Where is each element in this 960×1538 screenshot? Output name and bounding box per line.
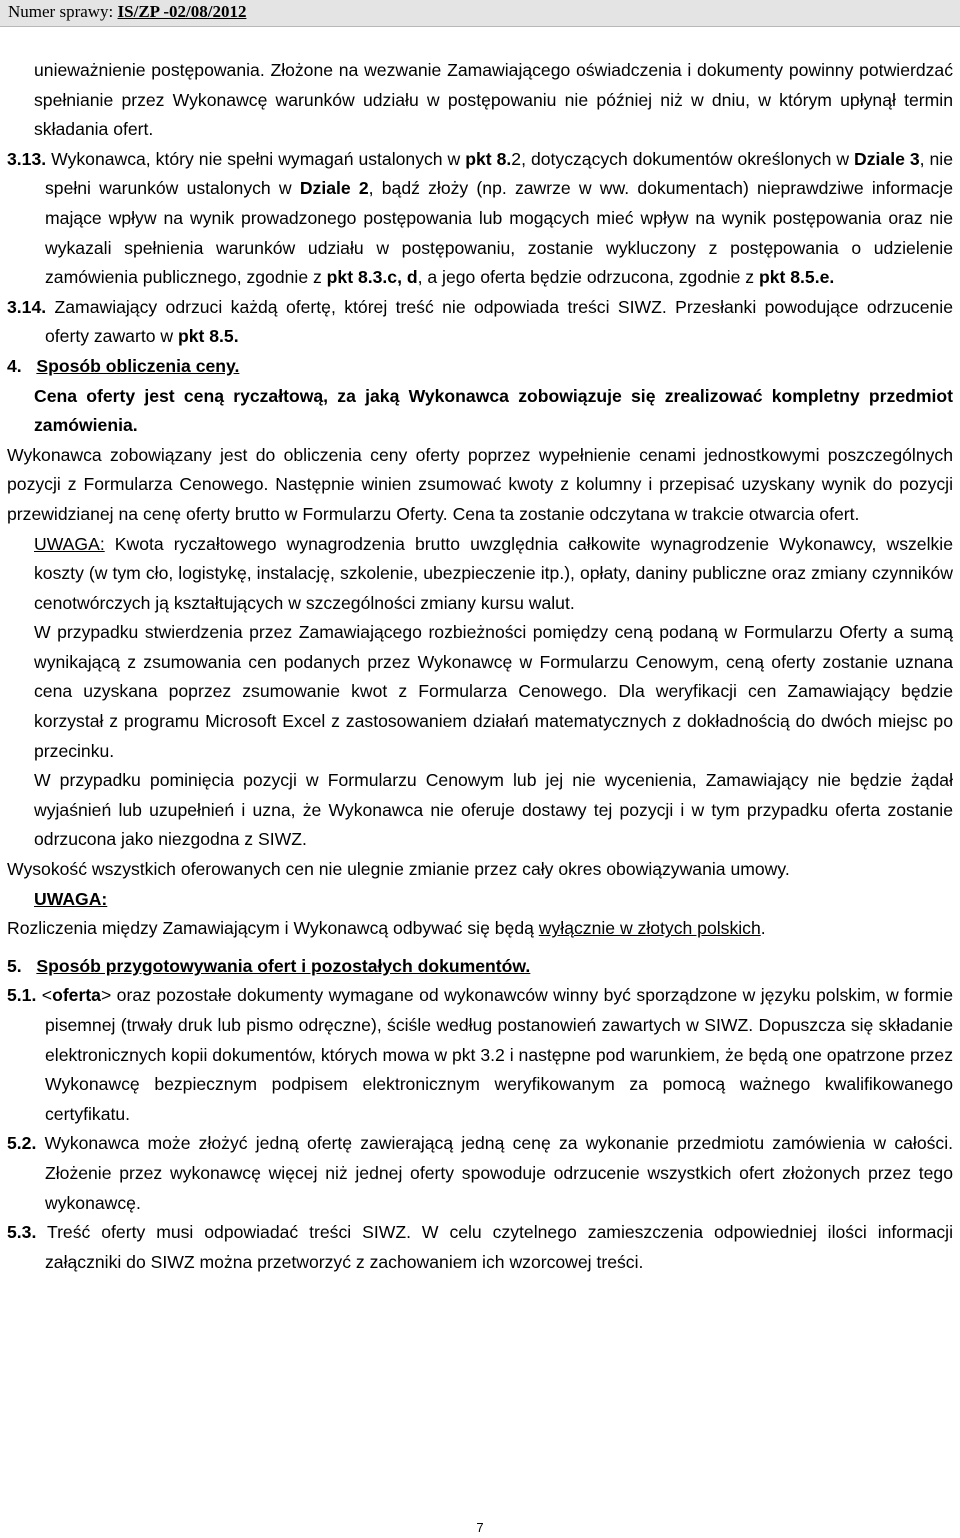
s313-j: pkt 8.5.e. [758,267,835,288]
uwaga-2-label: UWAGA: [34,888,108,909]
s313-i: , a jego oferta będzie odrzucona, zgodnie z [417,267,759,288]
section-5-2-number: 5.2. [7,1133,37,1154]
s53-text: Treść oferty musi odpowiadać treści SIWZ. W celu czytelnego zamieszczenia odpowiedniej ilości informacji załączniki do SIWZ można przetworzyć z zachowaniem ich wzorcowej treści. [36,1222,953,1272]
section-4-heading [7,352,953,382]
s51-a: < [36,985,53,1006]
uwaga-1-label: UWAGA: [34,533,105,554]
section-3-13-number: 3.13. [7,148,47,169]
document-body [7,56,953,1277]
section-5-heading [7,952,953,982]
section-5-title: Sposób przygotowywania ofert i pozostałych dokumentów. [36,955,531,976]
paragraph-price-calculation: Wykonawca zobowiązany jest do obliczenia ceny oferty poprzez wypełnienie cenami jednostkowymi poszczególnych pozycji z Formularza Cenowego. Następnie winien zsumować kwoty z kolumny i przepisać uzyskany wynik do pozycji przewidzianej na cenę oferty brutto w Formularzu Oferty. Cena ta zostanie odczytana w trakcie otwarcia ofert. [7,444,953,524]
currency-a: Rozliczenia między Zamawiającym i Wykonawcą odbywać się będą [7,918,539,939]
paragraph-currency [7,914,953,944]
paragraph-uwaga-2-heading [7,885,953,915]
page-number: 7 [476,1520,484,1535]
section-3-13 [7,145,953,293]
s313-f: Dziale 2 [299,178,369,199]
section-5-1-number: 5.1. [7,985,37,1006]
s314-b: pkt 8.5. [177,326,239,347]
s51-c: > oraz pozostałe dokumenty wymagane od wykonawców winny być sporządzone w języku polskim, w formie pisemnej (trwały druk lub pismo odręczne), ściśle według postanowień zawartych w SIWZ. Dopuszcza się składanie elektronicznych kopii dokumentów, których mowa w pkt 3.2 i następne pod warunkiem, że będą one opatrzone przez Wykonawcę bezpiecznym podpisem elektronicznym weryfikowanym za pomocą ważnego kwalifikowanego certyfikatu. [45,985,953,1124]
price-bold-statement [7,382,953,441]
paragraph-omission: W przypadku pominięcia pozycji w Formularzu Cenowym lub jej nie wycenienia, Zamawiający nie będzie żądał wyjaśnień lub uzupełnień i uzna, że Wykonawca nie oferuje dostawy tej pozycji i w tym przypadku oferta zostanie odrzucona jako niezgodna z SIWZ. [34,770,953,850]
paragraph-price-stability: Wysokość wszystkich oferowanych cen nie ulegnie zmianie przez cały okres obowiązywania umowy. [7,859,790,880]
s313-g: , bądź złoży (np. zawrze w ww. dokumentach) nieprawdziwe informacje mające wpływ na wynik prowadzonego postępowania lub mogących mieć wpływ na wynik postępowania oraz nie wykazali spełnienia warunków udziału w postępowaniu, zostanie wykluczony z postępowania o udzielenie zamówienia publicznego, zgodnie z [45,178,953,288]
s313-b: pkt 8. [465,148,512,169]
s313-e: , nie spełni warunków ustalonych w [45,148,954,199]
s313-h: pkt 8.3.c, d [326,267,418,288]
paragraph-discrepancy: W przypadku stwierdzenia przez Zamawiającego rozbieżności pomiędzy ceną podaną w Formularzu Oferty a sumą wynikającą z zsumowania cen podanych przez Wykonawcę w Formularzu Cenowym, ceną oferty zostanie uznana cena uzyskana poprzez zsumowanie kwot z Formularza Cenowego. Dla weryfikacji cen Zamawiający będzie korzystał z programu Microsoft Excel z zastosowaniem działań matematycznych z dokładnością do dwóch miejsc po przecinku. [34,622,953,761]
paragraph-uwaga-1 [7,530,953,619]
currency-b: wyłącznie w złotych polskich [538,918,761,939]
paragraph-invalidation: unieważnienie postępowania. Złożone na wezwanie Zamawiającego oświadczenia i dokumenty powinny potwierdzać spełnianie przez Wykonawcę warunków udziału w postępowaniu nie później niż w dniu, w którym upłynął termin składania ofert. [34,60,953,140]
s313-d: Dziale 3 [854,148,920,169]
section-4-title: Sposób obliczenia ceny. [36,355,240,376]
s313-c: 2, dotyczących dokumentów określonych w [511,148,855,169]
section-5-1 [7,981,953,1129]
section-5-3-number: 5.3. [7,1222,37,1243]
s51-b: oferta [52,985,101,1006]
section-3-14 [7,293,953,352]
case-label-text: Numer sprawy: [8,2,118,21]
document-header [0,0,960,27]
uwaga-1-text: Kwota ryczałtowego wynagrodzenia brutto uwzględnia całkowite wynagrodzenie Wykonawcy, wszelkie koszty (w tym cło, logistykę, instalację, szkolenie, ubezpieczenie itp.), opłaty, daniny publiczne oraz zmiany czynników cenotwórczych ją kształtujących w szczególności zmiany kursu walut. [34,533,953,613]
s313-a: Wykonawca, który nie spełni wymagań ustalonych w [46,148,466,169]
section-5-2 [7,1129,953,1218]
s52-text: Wykonawca może złożyć jedną ofertę zawierającą jedną cenę za wykonanie przedmiotu zamówienia w całości. Złożenie przez wykonawcę więcej niż jednej oferty spowoduje odrzucenie wszystkich ofert złożonych przez tego wykonawcę. [36,1133,953,1213]
section-3-14-number: 3.14. [7,296,47,317]
section-5-3 [7,1218,953,1277]
price-bold-text: Cena oferty jest ceną ryczałtową, za jaką Wykonawca zobowiązuje się zrealizować kompletny przedmiot zamówienia. [34,385,953,436]
currency-c: . [760,918,766,939]
case-number-label [8,2,246,22]
section-5-number: 5. [7,955,22,976]
s314-a: Zamawiający odrzuci każdą ofertę, której treść nie odpowiada treści SIWZ. Przesłanki powodujące odrzucenie oferty zawarto w [45,296,953,347]
section-4-number: 4. [7,355,22,376]
case-number-value: IS/ZP -02/08/2012 [117,2,247,21]
